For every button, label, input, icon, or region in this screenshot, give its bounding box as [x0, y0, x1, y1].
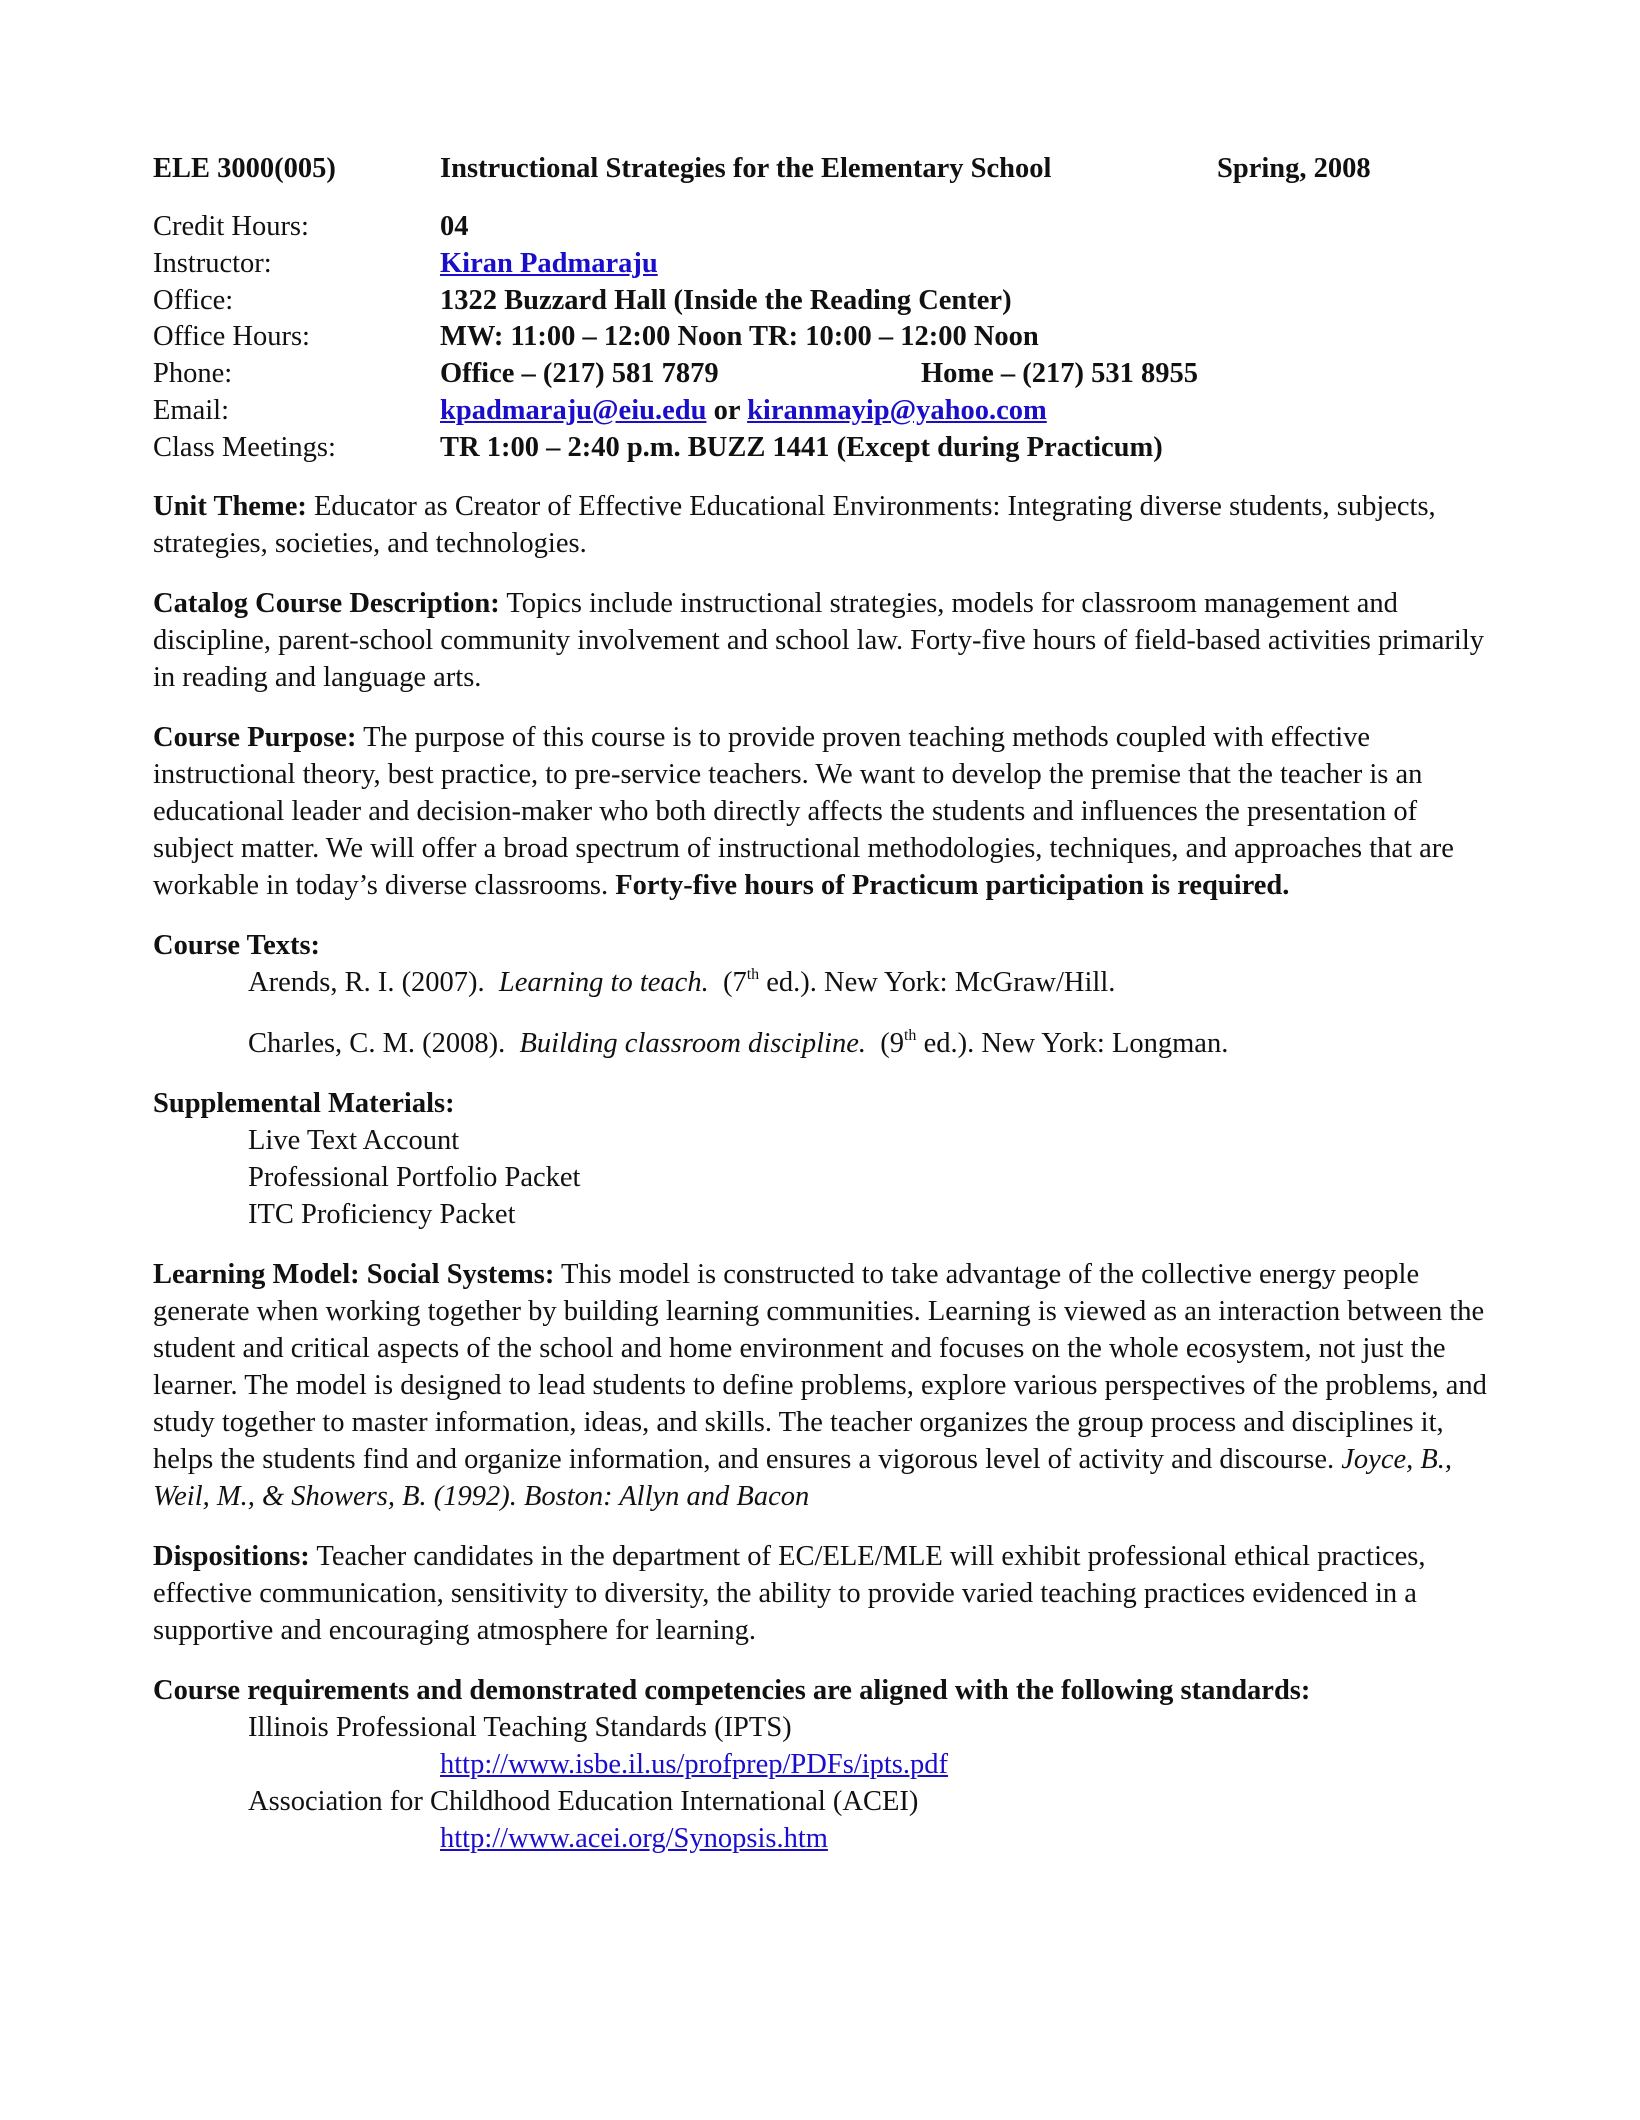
purpose-heading: Course Purpose: [153, 721, 357, 753]
phone-label: Phone: [153, 358, 233, 390]
purpose-requirement: Forty-five hours of Practicum participation is required. [615, 869, 1290, 901]
class-meetings-label: Class Meetings: [153, 431, 336, 463]
email-primary-link[interactable]: kpadmaraju@eiu.edu [440, 394, 707, 426]
unit-theme-text: Educator as Creator of Effective Educational Environments: Integrating diverse students, subjects, strategies, societies, and technologies. [153, 490, 1436, 559]
class-meetings-row [153, 429, 1493, 466]
standards-section [153, 1672, 1493, 1709]
book1-title: Learning to teach. [498, 966, 709, 998]
texts-section [153, 927, 1493, 964]
learning-model-citation: Joyce, B., Weil, M., & Showers, B. (1992). Boston: Allyn and Bacon [153, 1443, 1453, 1512]
course-code: ELE 3000(005) [153, 153, 336, 184]
supplemental-item: Live Text Account [248, 1124, 460, 1156]
dispositions-heading: Dispositions: [153, 1540, 310, 1572]
credit-hours-value: 04 [440, 211, 469, 242]
book1-author: Arends, R. I. (2007). [248, 966, 485, 998]
book1-edition-sup: th [746, 965, 760, 983]
text-book-1 [153, 964, 1493, 1001]
instructor-link[interactable]: Kiran Padmaraju [440, 247, 658, 279]
instructor-label: Instructor: [153, 247, 272, 279]
office-label: Office: [153, 284, 234, 316]
supplemental-section [153, 1085, 1493, 1122]
dispositions-section [153, 1538, 1493, 1649]
course-info [153, 208, 1493, 466]
dispositions-text: Teacher candidates in the department of EC/ELE/MLE will exhibit professional ethical practices, effective communication, sensitivity to diversity, the ability to provide varied teaching practices evidenced in a supportive and encouraging atmosphere for learning. [153, 1540, 1426, 1646]
book2-author: Charles, C. M. (2008). [248, 1027, 506, 1059]
standards-heading: Course requirements and demonstrated competencies are aligned with the following standards: [153, 1674, 1311, 1706]
standards-ipts-link[interactable]: http://www.isbe.il.us/profprep/PDFs/ipts.pdf [440, 1748, 948, 1780]
text-book-2 [153, 1025, 1493, 1062]
book1-edition: (7 [722, 966, 747, 998]
supplemental-item: ITC Proficiency Packet [248, 1198, 516, 1230]
credit-hours-label: Credit Hours: [153, 211, 309, 242]
phone-office: Office – (217) 581 7879 [440, 358, 719, 390]
syllabus-page [153, 150, 1493, 1857]
phone-home: Home – (217) 531 8955 [921, 358, 1199, 390]
catalog-text: Topics include instructional strategies, models for classroom management and discipline, parent-school community involvement and school law. Forty-five hours of field-based activities primarily in reading and language arts. [153, 587, 1484, 693]
learning-model-text: This model is constructed to take advantage of the collective energy people generate when working together by building learning communities. Learning is viewed as an interaction between the student and critical aspects of the school and home environment and focuses on the whole ecosystem, not just the learner. The model is designed to lead students to define problems, explore various perspectives of the problems, and study together to master information, ideas, and skills. The teacher organizes the group process and disciplines it, helps the students find and organize information, and ensures a vigorous level of activity and discourse. [153, 1258, 1487, 1475]
catalog-section [153, 585, 1493, 696]
class-meetings-value: TR 1:00 – 2:40 p.m. BUZZ 1441 (Except during Practicum) [440, 431, 1163, 463]
email-secondary-link[interactable]: kiranmayip@yahoo.com [747, 394, 1047, 426]
learning-model-section [153, 1256, 1493, 1515]
catalog-heading: Catalog Course Description: [153, 587, 500, 619]
texts-heading: Course Texts: [153, 929, 321, 961]
supplemental-heading: Supplemental Materials: [153, 1087, 455, 1119]
learning-model-heading: Learning Model: Social Systems: [153, 1258, 555, 1290]
standards-acei-link[interactable]: http://www.acei.org/Synopsis.htm [440, 1822, 828, 1854]
office-value: 1322 Buzzard Hall (Inside the Reading Center) [440, 284, 1012, 316]
course-header [153, 150, 1493, 187]
standards-ipts-name: Illinois Professional Teaching Standards (IPTS) [248, 1711, 792, 1743]
book2-title: Building classroom discipline. [519, 1027, 866, 1059]
purpose-section [153, 719, 1493, 904]
course-term: Spring, 2008 [1217, 153, 1371, 184]
office-hours-label: Office Hours: [153, 321, 310, 353]
unit-theme-heading: Unit Theme: [153, 490, 307, 522]
office-hours-value: MW: 11:00 – 12:00 Noon TR: 10:00 – 12:00 Noon [440, 321, 1039, 353]
book2-edition: (9 [880, 1027, 904, 1059]
phone-row [153, 355, 1493, 392]
supplemental-item: Professional Portfolio Packet [248, 1161, 581, 1193]
email-label: Email: [153, 394, 229, 426]
unit-theme-section [153, 488, 1493, 562]
standards-acei-name: Association for Childhood Education International (ACEI) [248, 1785, 919, 1817]
office-row [153, 282, 1493, 319]
instructor-row [153, 245, 1493, 282]
purpose-text: The purpose of this course is to provide proven teaching methods coupled with effective instructional theory, best practice, to pre-service teachers. We want to develop the premise that the teacher is an educational leader and decision-maker who both directly affects the students and influences the presentation of subject matter. We will offer a broad spectrum of instructional methodologies, techniques, and approaches that are workable in today’s diverse classrooms. [153, 721, 1454, 901]
email-or: or [713, 394, 740, 426]
credit-hours-row [153, 208, 1493, 245]
book1-publisher: ed.). New York: McGraw/Hill. [766, 966, 1116, 998]
course-title: Instructional Strategies for the Elementary School [440, 153, 1052, 184]
office-hours-row [153, 318, 1493, 355]
email-row [153, 392, 1493, 429]
book2-edition-sup: th [903, 1026, 917, 1044]
book2-publisher: ed.). New York: Longman. [923, 1027, 1229, 1059]
